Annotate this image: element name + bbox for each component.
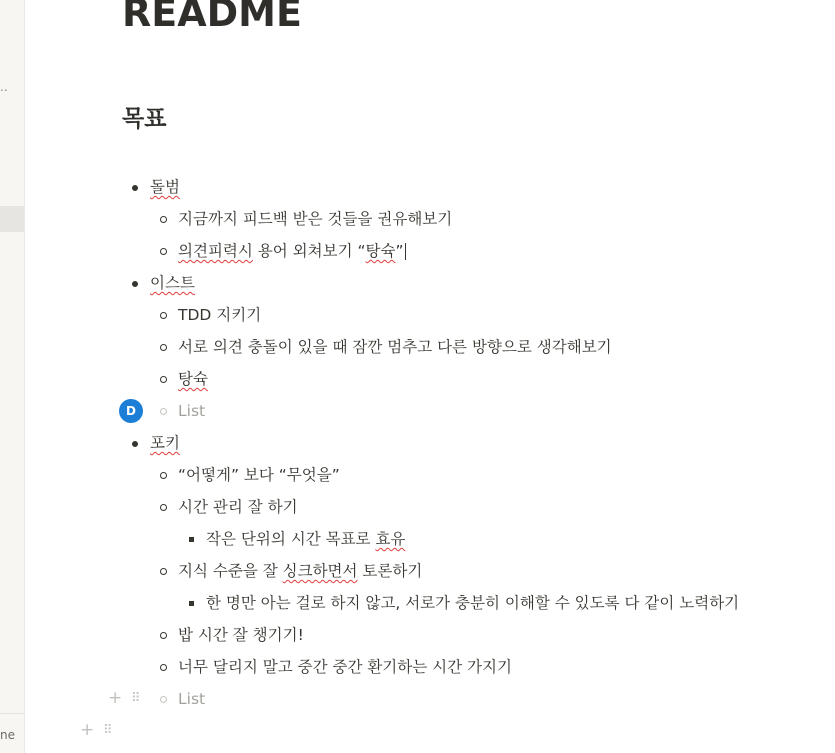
person-name: 포키 (150, 434, 180, 452)
item-text-misspelled: 의견피력시 (178, 242, 253, 260)
bullet-disc-icon (129, 270, 141, 296)
list-item-empty[interactable] (178, 686, 205, 712)
list-item[interactable] (178, 366, 208, 392)
item-text: 지식 수준을 잘 (178, 562, 283, 580)
item-text: 밥 시간 잘 챙기기! (178, 626, 304, 644)
bullet-circle-icon (157, 654, 169, 680)
list-placeholder: List (178, 402, 206, 420)
bullet-circle-icon (157, 238, 169, 264)
item-text: 너무 달리지 말고 중간 중간 환기하는 시간 가지기 (178, 658, 512, 676)
sidebar-bottom-label[interactable]: ne (0, 728, 15, 742)
list-item[interactable] (178, 302, 261, 328)
item-text: 시간 관리 잘 하기 (178, 498, 298, 516)
item-text: 토론하기 (357, 562, 423, 580)
item-text: ” (395, 242, 404, 260)
bullet-circle-icon (157, 302, 169, 328)
bullet-circle-icon (157, 206, 169, 232)
add-block-icon[interactable]: + (80, 720, 95, 740)
bullet-circle-icon (157, 334, 169, 360)
bullet-square-icon (185, 526, 197, 552)
drag-handle-icon[interactable]: ⠿ (131, 691, 140, 706)
item-text-misspelled: 싱크하면서 (282, 562, 358, 580)
text-cursor (405, 243, 406, 260)
list-item-nested[interactable] (206, 526, 405, 552)
item-text: TDD 지키기 (178, 306, 262, 324)
bullet-disc-icon (129, 430, 141, 456)
add-block-icon[interactable]: + (108, 688, 123, 708)
heading-goals[interactable]: 목표 (122, 106, 167, 132)
list-item-person[interactable] (150, 270, 195, 296)
list-item[interactable] (178, 654, 512, 680)
bullet-disc-icon (129, 174, 141, 200)
bullet-square-icon (185, 590, 197, 616)
drag-handle-icon[interactable]: ⠿ (103, 723, 112, 738)
sidebar (0, 0, 25, 753)
item-text: 지금까지 피드백 받은 것들을 권유해보기 (178, 210, 453, 228)
page-title[interactable]: README (122, 0, 302, 35)
item-text: 서로 의견 충돌이 있을 때 잠깐 멈추고 다른 방향으로 생각해보기 (178, 338, 612, 356)
item-text-misspelled: 탕슉 (178, 370, 208, 388)
item-text: “어떻게” 보다 “무엇을” (178, 466, 340, 484)
item-text-misspelled: 탕슉 (365, 242, 396, 260)
list-item[interactable] (178, 206, 452, 232)
list-item-nested[interactable] (206, 590, 739, 616)
list-item[interactable] (178, 558, 422, 584)
bullet-circle-icon (157, 366, 169, 392)
list-item[interactable] (178, 334, 612, 360)
sidebar-divider (0, 713, 24, 714)
item-text: 한 명만 아는 걸로 하지 않고, 서로가 충분히 이해할 수 있도록 다 같이 노력하기 (206, 594, 740, 612)
list-item-empty[interactable] (178, 398, 205, 424)
sidebar-selected-item[interactable] (0, 206, 24, 232)
list-placeholder: List (178, 690, 206, 708)
list-item[interactable] (178, 462, 340, 488)
item-text: 작은 단위의 시간 목표로 (206, 530, 376, 548)
bullet-circle-icon (157, 398, 169, 424)
list-item[interactable] (178, 494, 298, 520)
person-name: 이스트 (150, 274, 195, 292)
item-text-misspelled: 효유 (375, 530, 406, 548)
person-name: 돌범 (150, 178, 180, 196)
bullet-circle-icon (157, 622, 169, 648)
list-item-person[interactable] (150, 430, 180, 456)
list-item-person[interactable] (150, 174, 180, 200)
list-item-editing[interactable] (178, 238, 406, 264)
bullet-circle-icon (157, 494, 169, 520)
bullet-circle-icon (157, 558, 169, 584)
list-item[interactable] (178, 622, 304, 648)
sidebar-more-icon[interactable]: .. (0, 80, 8, 94)
bullet-circle-icon (157, 686, 169, 712)
bullet-circle-icon (157, 462, 169, 488)
collaborator-avatar[interactable]: D (119, 399, 143, 423)
item-text: 용어 외쳐보기 “ (252, 242, 366, 260)
